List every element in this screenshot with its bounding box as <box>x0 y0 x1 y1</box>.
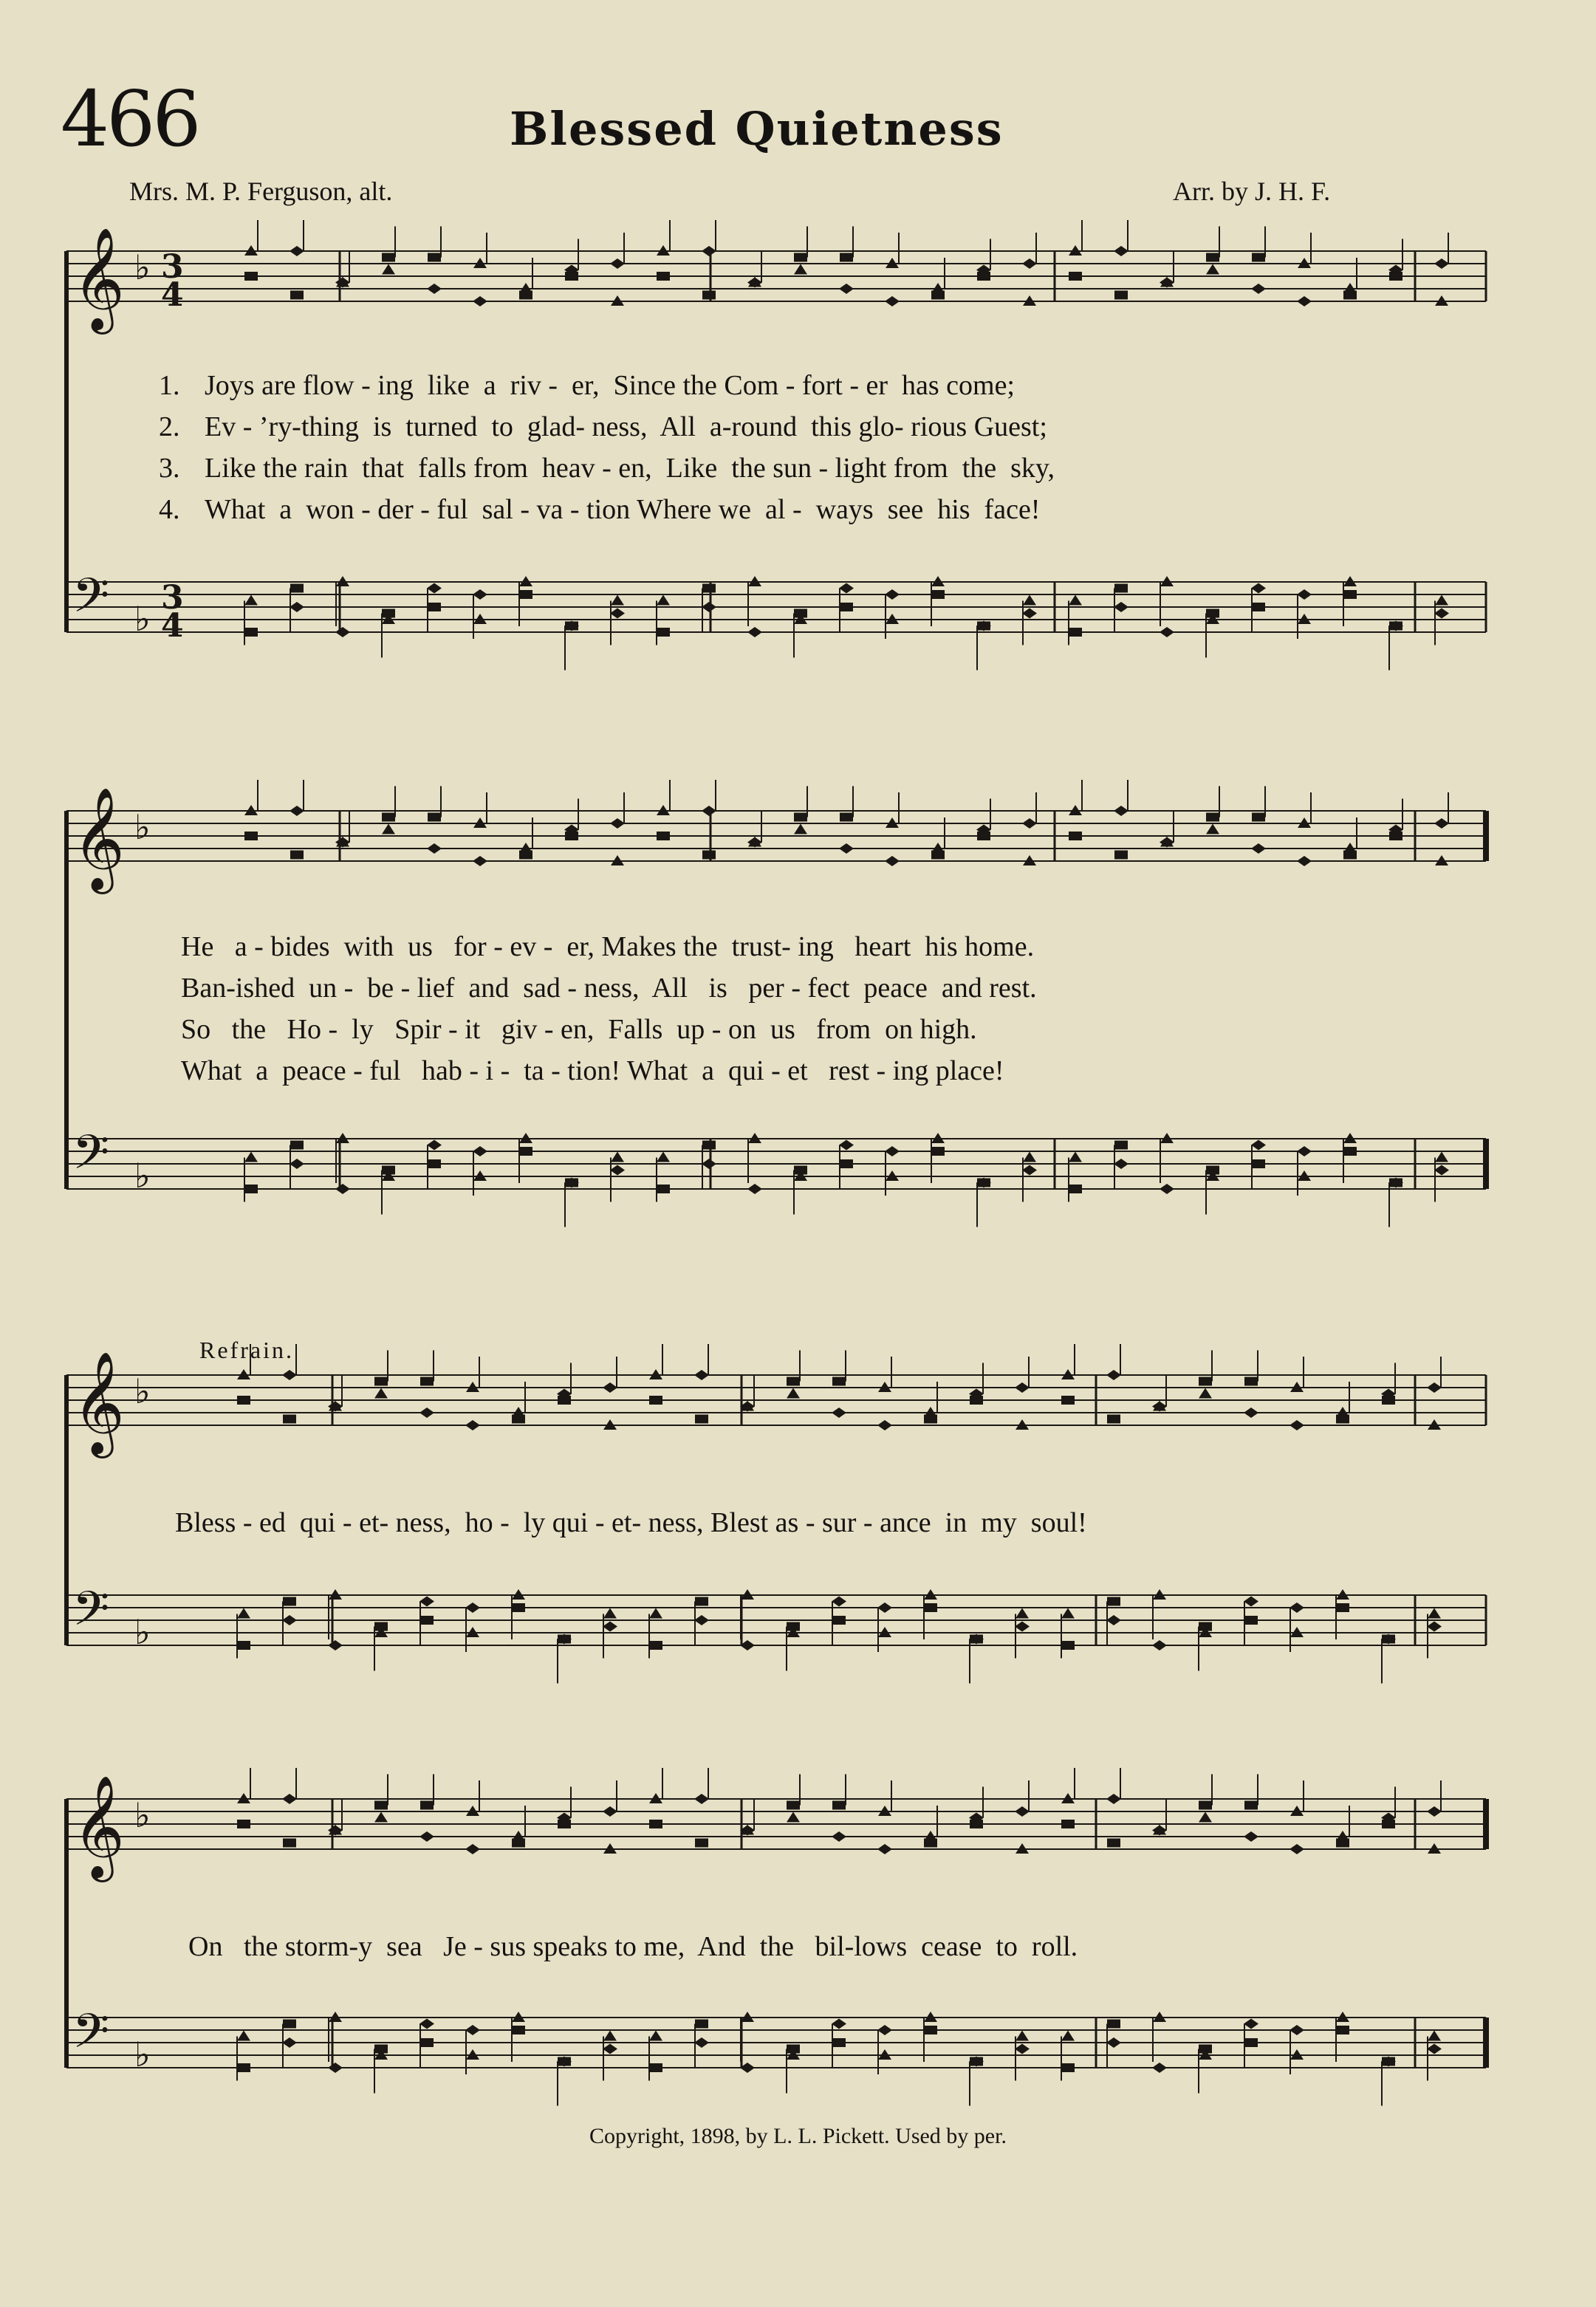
svg-text:♭: ♭ <box>134 1156 151 1196</box>
svg-text:3: 3 <box>161 248 184 286</box>
svg-text:4: 4 <box>161 276 184 314</box>
svg-text:♭: ♭ <box>134 1371 151 1411</box>
verse-text: Joys are flow - ing like a riv - er, Since the Com - fort - er has come; <box>205 370 1015 401</box>
arranger-credit: Arr. by J. H. F. <box>1173 176 1331 206</box>
copyright-notice: Copyright, 1898, by L. L. Pickett. Used by per. <box>589 2124 1007 2148</box>
hymn-number: 466 <box>61 74 199 164</box>
svg-text:♭: ♭ <box>134 2035 151 2074</box>
svg-text:𝄢: 𝄢 <box>72 569 110 635</box>
svg-text:4: 4 <box>161 607 184 645</box>
svg-text:♭: ♭ <box>134 1612 151 1652</box>
verse-text: Ev - ’ry-thing is turned to glad- ness, All a-round this glo- rious Guest; <box>205 411 1047 442</box>
verse-number: 4. <box>159 494 180 525</box>
svg-text:𝄞: 𝄞 <box>72 227 125 330</box>
svg-text:𝄞: 𝄞 <box>72 787 125 890</box>
stanza-line: So the Ho - ly Spir - it giv - en, Falls up - on us from on high. <box>181 1014 977 1045</box>
stanza-line: He a - bides with us for - ev - er, Makes the trust- ing heart his home. <box>181 931 1035 962</box>
stanza-line: Ban-ished un - be - lief and sad - ness, All is per - fect peace and rest. <box>181 973 1037 1004</box>
verse-number: 1. <box>159 370 180 401</box>
verse-number: 3. <box>159 453 180 484</box>
svg-text:𝄢: 𝄢 <box>72 1582 110 1648</box>
svg-text:𝄢: 𝄢 <box>72 1125 110 1192</box>
svg-text:♭: ♭ <box>134 247 151 287</box>
refrain-line-1: Bless - ed qui - et- ness, ho - ly qui - et- ness, Blest as - sur - ance in my soul! <box>175 1507 1087 1538</box>
stanza-line: What a peace - ful hab - i - ta - tion! What a qui - et rest - ing place! <box>181 1055 1004 1086</box>
verse-text: What a won - der - ful sal - va - tion Where we al - ways see his face! <box>205 494 1041 525</box>
refrain-label: Refrain. <box>199 1337 294 1363</box>
svg-text:𝄞: 𝄞 <box>72 1351 125 1454</box>
verse-2-line <box>159 411 1481 448</box>
hymn-title: Blessed Quietness <box>510 102 1004 156</box>
verse-3-line <box>159 452 1481 489</box>
author-credit: Mrs. M. P. Ferguson, alt. <box>129 176 393 206</box>
svg-text:3: 3 <box>161 579 184 617</box>
svg-text:𝄞: 𝄞 <box>72 1775 125 1878</box>
refrain-line-2: On the storm-y sea Je - sus speaks to me, And the bil-lows cease to roll. <box>188 1931 1078 1962</box>
verse-number: 2. <box>159 411 180 442</box>
svg-text:♭: ♭ <box>134 807 151 847</box>
svg-text:♭: ♭ <box>134 599 151 639</box>
svg-text:♭: ♭ <box>134 1795 151 1835</box>
verse-1-line <box>159 369 1481 406</box>
verse-4-line <box>159 493 1481 530</box>
verse-text: Like the rain that falls from heav - en, Like the sun - light from the sky, <box>205 453 1055 484</box>
svg-text:𝄢: 𝄢 <box>72 2004 110 2071</box>
